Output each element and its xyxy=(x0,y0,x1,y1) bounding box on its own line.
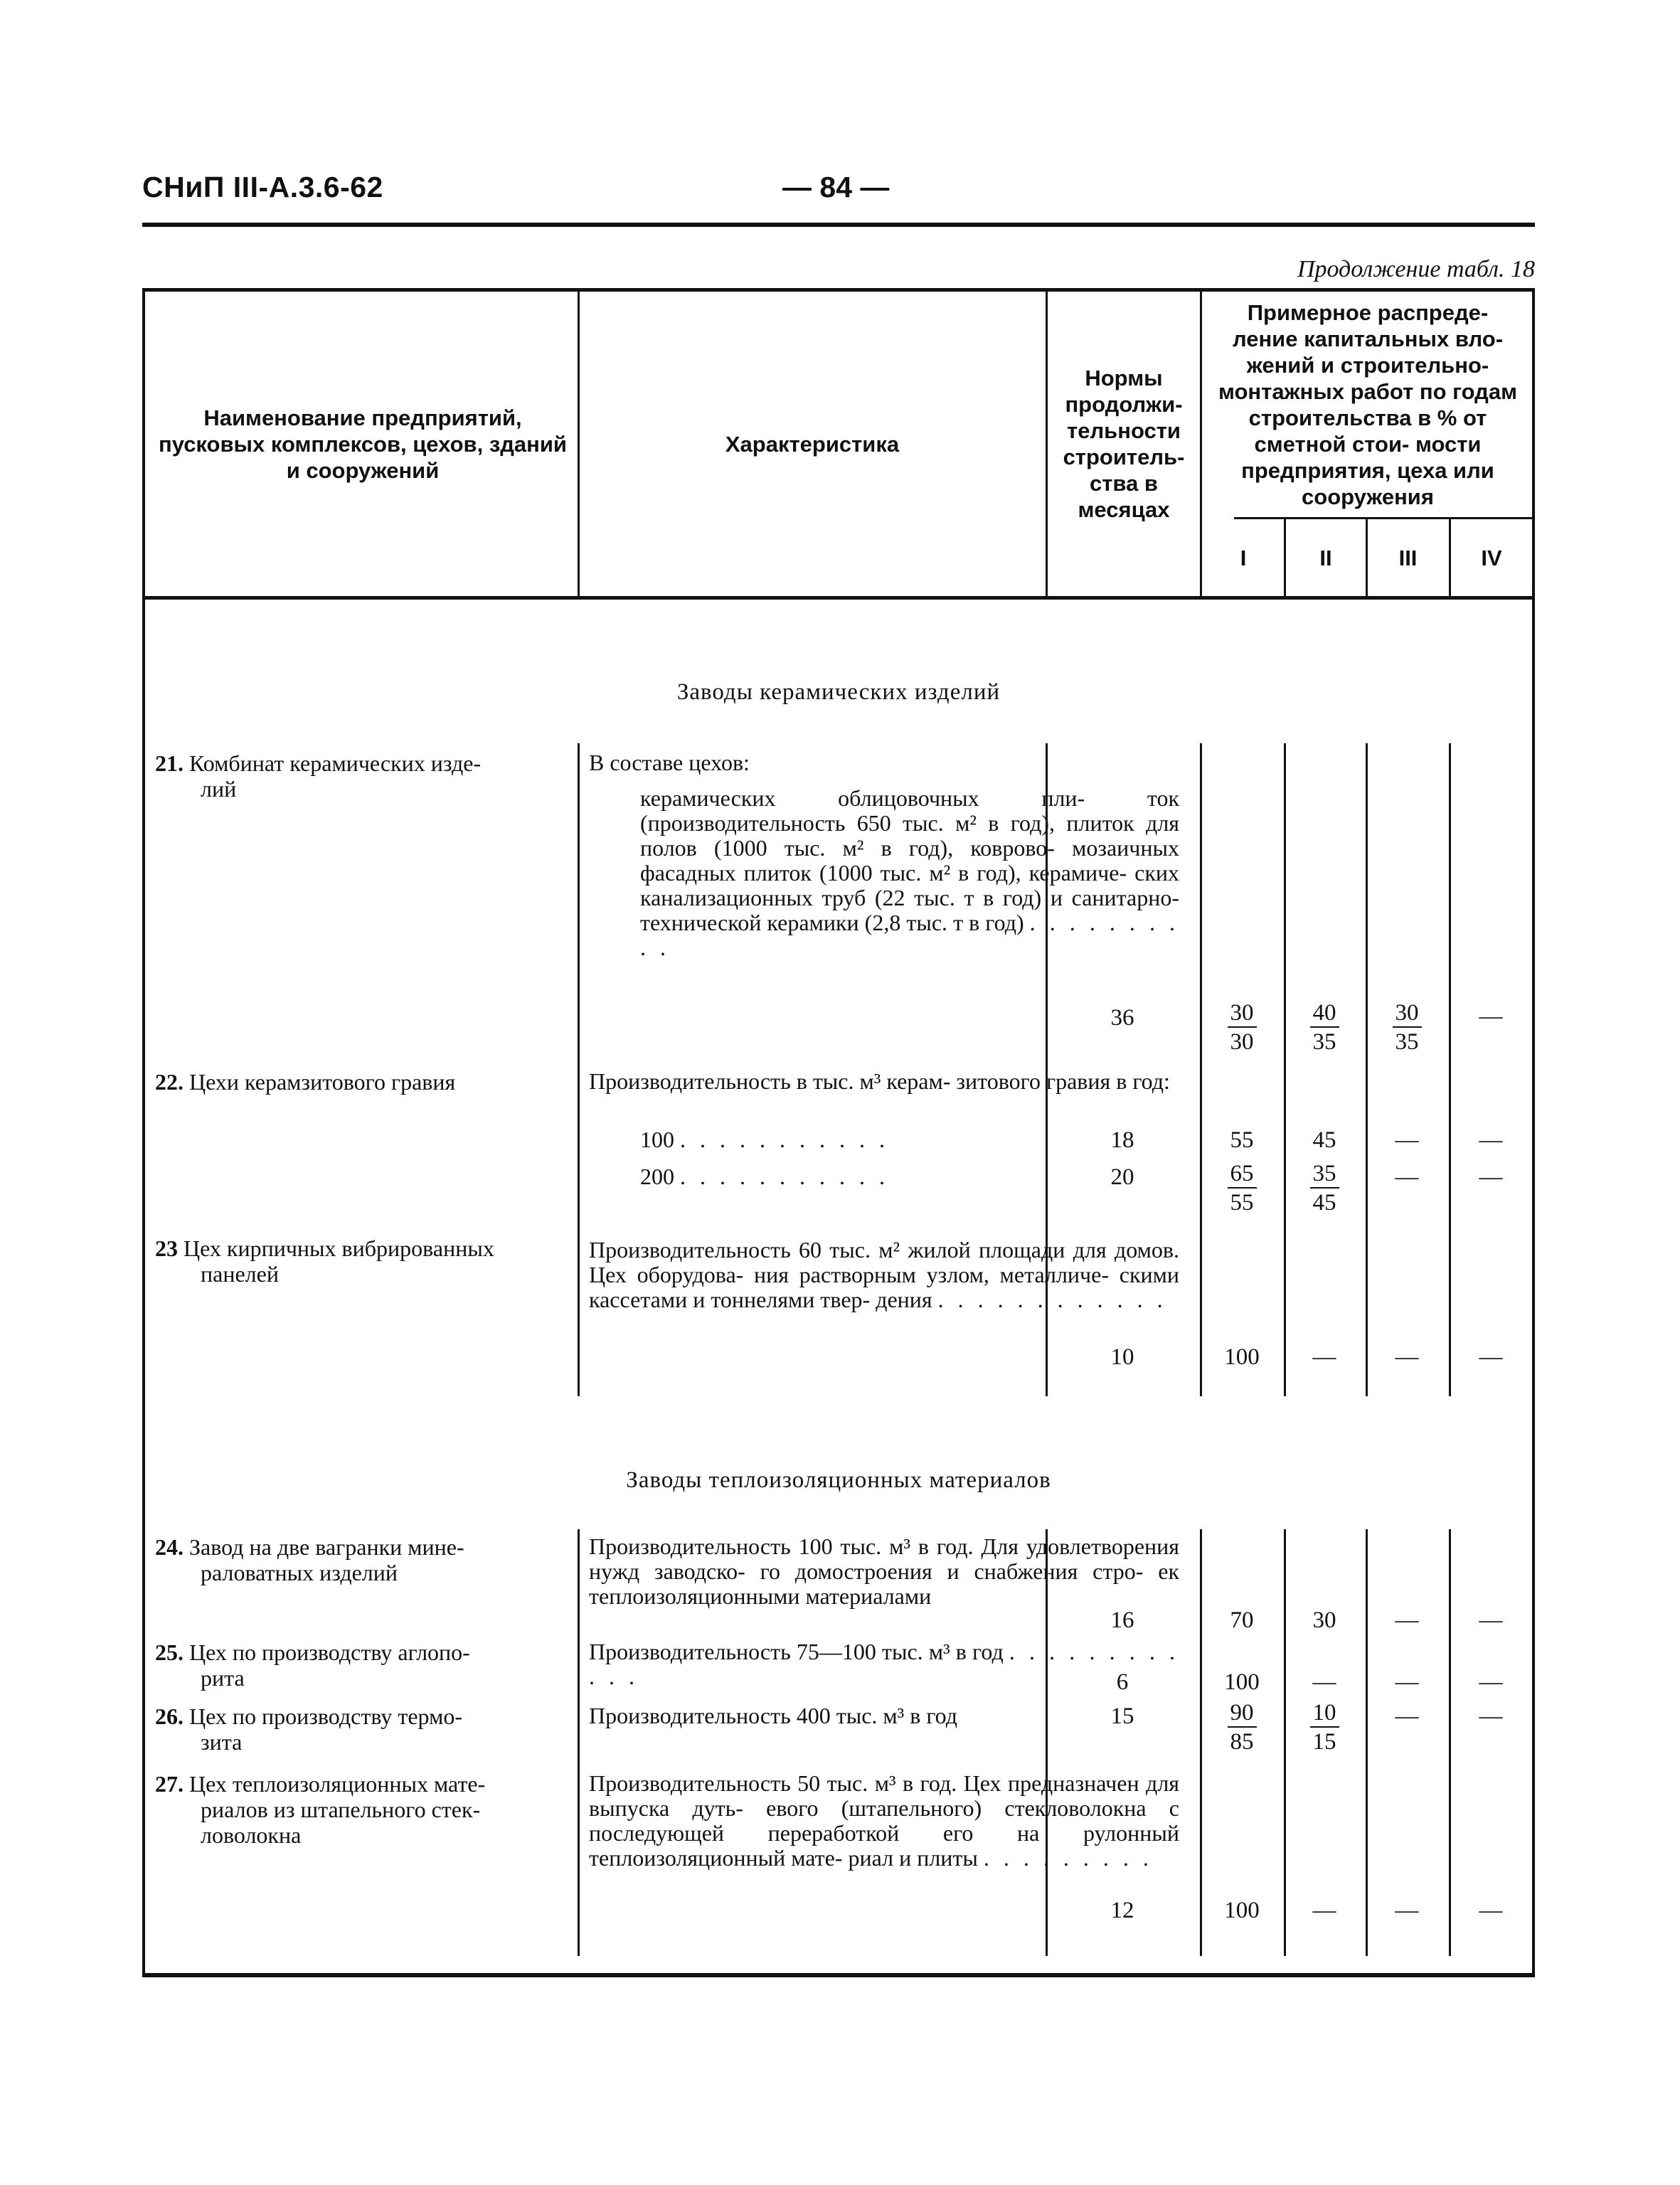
table-continuation-label: Продолжение табл. 18 xyxy=(1297,256,1535,282)
table-row-25-year1: 100 xyxy=(1224,1669,1260,1695)
table-row-22-sub-200: 200 . . . . . . . . . . . xyxy=(640,1164,889,1189)
table-row-22-sub-100-year4: — xyxy=(1479,1127,1503,1153)
table-row-23-year1: 100 xyxy=(1224,1344,1260,1370)
table-row-24-year4: — xyxy=(1479,1607,1503,1633)
table-row-24-name: 24. Завод на две вагранки мине- раловатных изделий xyxy=(155,1534,464,1585)
table-row-21-year1: $\frac{30}{30}$ xyxy=(1206,999,1277,1056)
table-row-23-duration: 10 xyxy=(1110,1344,1134,1370)
column-header-year-4: IV xyxy=(1481,545,1502,570)
table-row-22-sub-200-year2: $\frac{35}{45}$ xyxy=(1289,1160,1360,1217)
table-row-21-name: 21. Комбинат керамических изде- лий xyxy=(155,750,482,802)
table-row-22-sub-100-year3: — xyxy=(1395,1127,1419,1153)
table-row-25-year2: — xyxy=(1312,1669,1336,1695)
table-row-27-year4: — xyxy=(1479,1898,1503,1923)
header-rule xyxy=(142,223,1535,227)
table-row-22-sub-100: 100 . . . . . . . . . . . xyxy=(640,1127,889,1152)
table-row-21-duration: 36 xyxy=(1110,1005,1134,1031)
table-row-24-char-body: Производительность 100 тыс. м³ в год. Для удовлетворения нужд заводско- го домостроения и снабжения стро- ек теплоизоляционными материалами xyxy=(589,1533,1179,1609)
table-row-22-sub-200-year1: $\frac{65}{55}$ xyxy=(1206,1160,1277,1217)
table-row-22-sub-100-duration: 18 xyxy=(1110,1127,1134,1153)
table-row-27-year3: — xyxy=(1395,1898,1419,1923)
table-row-27-year1: 100 xyxy=(1224,1898,1260,1923)
table-row-22-sub-200-year3: — xyxy=(1395,1164,1419,1190)
page-number: — 84 — xyxy=(782,171,890,203)
table-row-24-year2: 30 xyxy=(1312,1607,1336,1633)
table-row-26-duration: 15 xyxy=(1110,1703,1134,1729)
table-row-21-char-body: керамических облицовочных пли- ток (производительность 650 тыс. м² в год), плиток для полов (1000 тыс. м² в год), коврово- мозаичных фасадных плиток (1000 тыс. м² в год), керамиче- ских канализационных труб (22 тыс. т в год) и санитарно- технической керамики (2,8 тыс. т в год) . . . . . . . . . . xyxy=(640,785,1179,960)
table-row-26-year4: — xyxy=(1479,1703,1503,1729)
table-row-25-year4: — xyxy=(1479,1669,1503,1695)
table-row-23-year3: — xyxy=(1395,1344,1419,1370)
column-header-duration: Нормы продолжи- тельности строитель- ства в месяцах xyxy=(1063,366,1185,522)
table-row-26-name: 26. Цех по производству термо- зита xyxy=(155,1703,462,1755)
column-header-name: Наименование предприятий, пусковых комплексов, цехов, зданий и сооружений xyxy=(159,405,567,483)
column-header-distribution: Примерное распреде- ление капитальных вло- жений и строительно- монтажных работ по годам строительства в % от сметной стои- мости предприятия, цеха или сооружения xyxy=(1218,299,1518,509)
table-row-22-char-head: Производительность в тыс. м³ керам- зитового гравия в год: xyxy=(589,1068,1170,1094)
table-row-22-name: 22. Цехи керамзитового гравия xyxy=(155,1069,456,1095)
table-row-23-name: 23 Цех кирпичных вибрированных панелей xyxy=(155,1235,494,1287)
table-row-24-duration: 16 xyxy=(1110,1607,1134,1633)
section-title-ceramics: Заводы керамических изделий xyxy=(676,679,1001,705)
document-code: СНиП III-А.3.6-62 xyxy=(142,171,383,203)
table-row-23-char-body: Производительность 60 тыс. м² жилой площади для домов. Цех оборудова- ния растворным узлом, металличе- скими кассетами и тоннелями твер- дения . . . . . . . . . . . . xyxy=(589,1237,1179,1312)
table-row-21-year4: — xyxy=(1479,1004,1503,1029)
table-row-22-sub-100-year1: 55 xyxy=(1230,1127,1254,1153)
table-row-22-sub-100-year2: 45 xyxy=(1312,1127,1336,1153)
page-header xyxy=(142,158,1535,222)
table-row-26-year1: $\frac{90}{85}$ xyxy=(1206,1699,1277,1756)
table-row-21-char-head: В составе цехов: xyxy=(589,750,750,775)
column-header-year-2: II xyxy=(1319,545,1332,570)
table-row-22-sub-200-year4: — xyxy=(1479,1164,1503,1190)
table-row-26-char-body: Производительность 400 тыс. м³ в год xyxy=(589,1703,958,1728)
norms-table xyxy=(142,288,1535,1977)
table-row-26-year3: — xyxy=(1395,1703,1419,1729)
table-row-27-year2: — xyxy=(1312,1898,1336,1923)
table-row-25-year3: — xyxy=(1395,1669,1419,1695)
table-row-26-year2: $\frac{10}{15}$ xyxy=(1289,1699,1360,1756)
table-row-25-name: 25. Цех по производству аглопо- рита xyxy=(155,1639,470,1691)
column-header-year-1: I xyxy=(1240,545,1247,570)
table-row-24-year3: — xyxy=(1395,1607,1419,1633)
table-row-22-sub-200-duration: 20 xyxy=(1110,1164,1134,1190)
table-row-27-char-body: Производительность 50 тыс. м³ в год. Цех предназначен для выпуска дуть- евого (штапельного) стекловолокна с последующей переработкой его на рулонный теплоизоляционный мате- риал и плиты . . . . . . . . . xyxy=(589,1770,1179,1871)
column-header-characteristics: Характеристика xyxy=(725,431,900,457)
column-header-year-3: III xyxy=(1398,545,1418,570)
table-row-21-year2: $\frac{40}{35}$ xyxy=(1289,999,1360,1056)
table-row-25-duration: 6 xyxy=(1116,1669,1129,1695)
table-row-24-year1: 70 xyxy=(1230,1607,1254,1633)
table-row-23-year2: — xyxy=(1312,1344,1336,1370)
table-row-25-char-body: Производительность 75—100 тыс. м³ в год . . . . . . . . . . . . xyxy=(589,1639,1179,1689)
table-row-23-year4: — xyxy=(1479,1344,1503,1370)
table-row-27-duration: 12 xyxy=(1110,1898,1134,1923)
table-row-27-name: 27. Цех теплоизоляционных мате- риалов из штапельного стек- ловолокна xyxy=(155,1771,486,1848)
section-title-insulation: Заводы теплоизоляционных материалов xyxy=(626,1467,1051,1493)
table-row-21-year3: $\frac{30}{35}$ xyxy=(1371,999,1442,1056)
